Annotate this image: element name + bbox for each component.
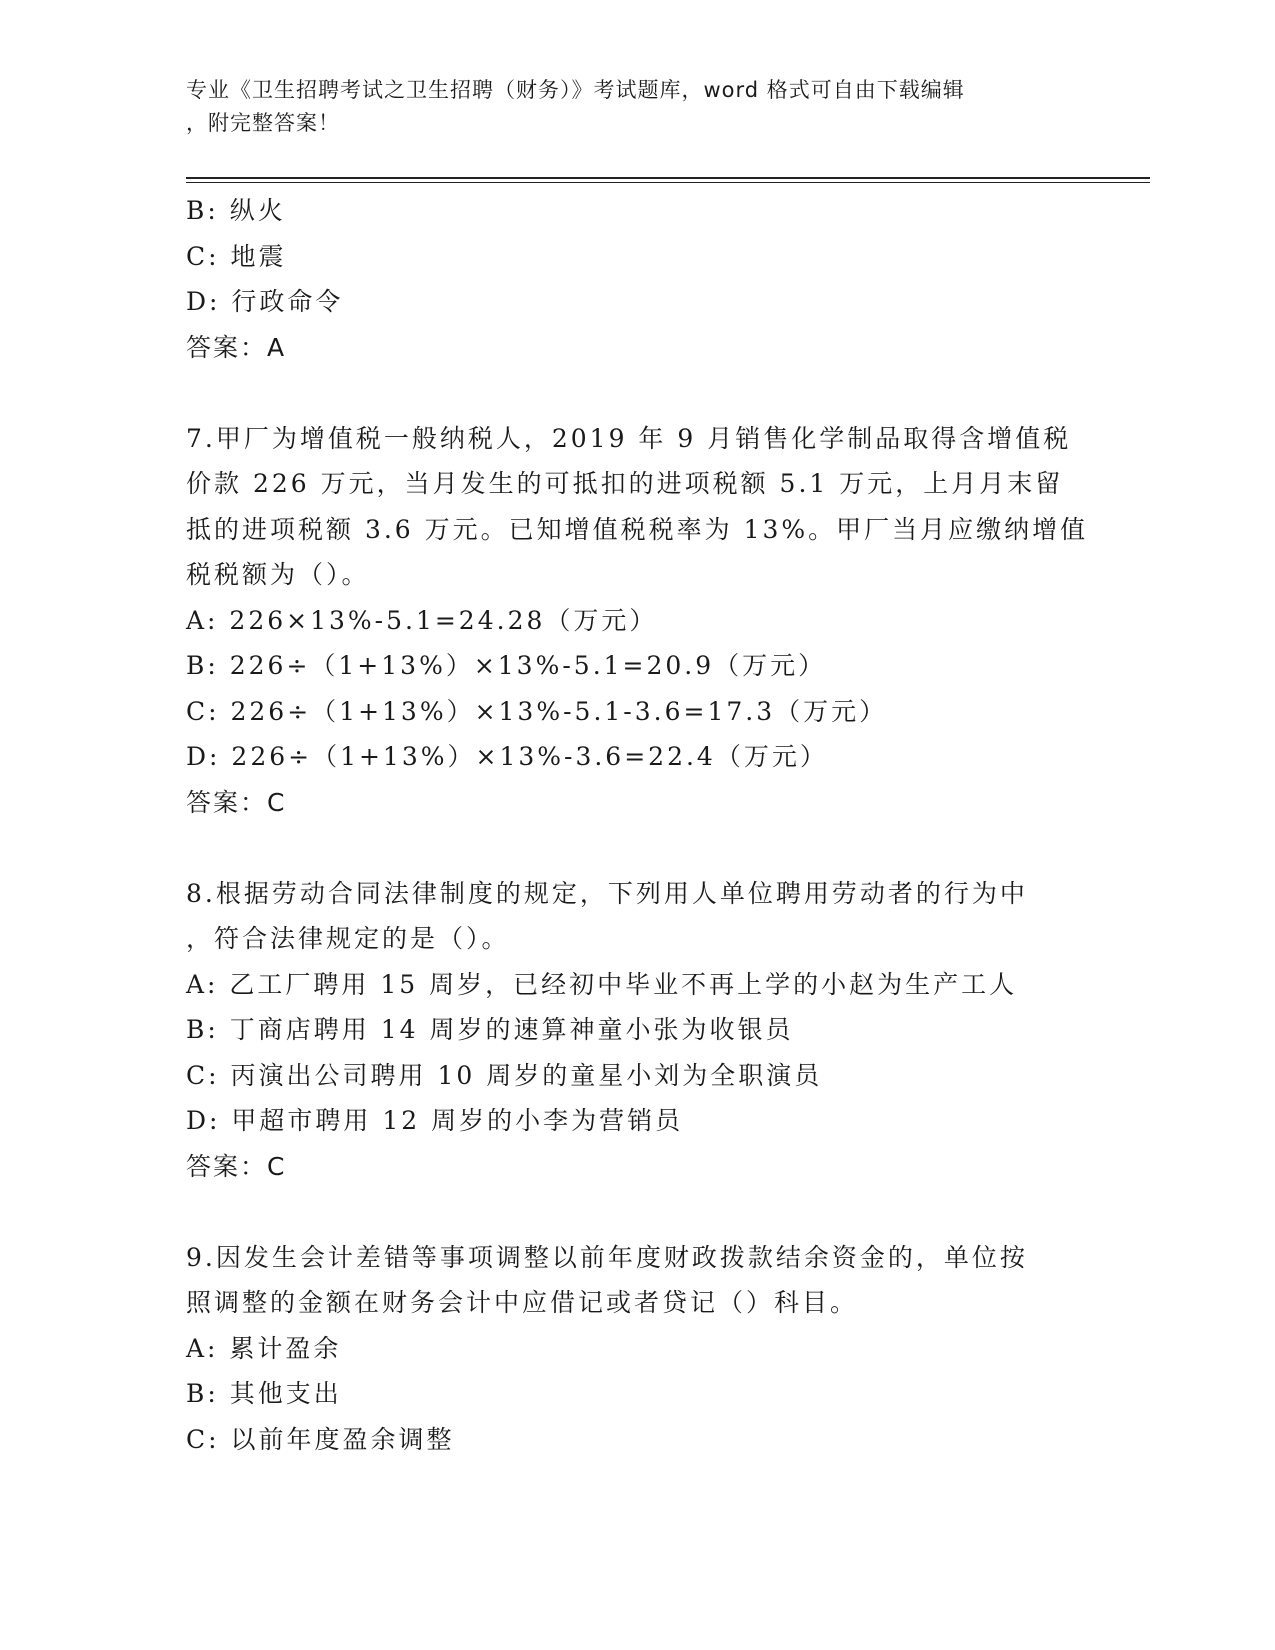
q9-stem-line-1: 9.因发生会计差错等事项调整以前年度财政拨款结余资金的，单位按 [186, 1242, 1028, 1272]
q7-stem-line-1: 7.甲厂为增值税一般纳税人，2019 年 9 月销售化学制品取得含增值税 [186, 423, 1072, 453]
question-list [186, 188, 1106, 1462]
q7-stem-line-3: 抵的进项税额 3.6 万元。已知增值税税率为 13%。甲厂当月应缴纳增值 [186, 514, 1089, 544]
q7-answer: 答案：C [186, 787, 287, 817]
q9-stem-line-2: 照调整的金额在财务会计中应借记或者贷记（）科目。 [186, 1288, 859, 1317]
header-title-line-1: 专业《卫生招聘考试之卫生招聘（财务）》考试题库，word 格式可自由下载编辑 [186, 78, 965, 102]
q6-option-d: D: 行政命令 [186, 287, 344, 316]
q9-option-b: B: 其他支出 [186, 1379, 342, 1408]
q8-stem-line-2: ，符合法律规定的是（）。 [186, 924, 510, 953]
document-header [186, 74, 1066, 140]
header-divider-thin [186, 182, 1150, 183]
q6-option-b: B: 纵火 [186, 196, 286, 225]
q7-stem-line-2: 价款 226 万元，当月发生的可抵扣的进项税额 5.1 万元，上月月末留 [186, 469, 1064, 498]
q7-option-a: A: 226×13%-5.1=24.28（万元） [186, 605, 658, 635]
question-6-continued [186, 188, 1106, 370]
question-spacer [186, 825, 1106, 871]
q9-option-a: A: 累计盈余 [186, 1333, 342, 1363]
q6-option-c: C: 地震 [186, 241, 287, 271]
q7-option-d: D: 226÷（1+13%）×13%-3.6=22.4（万元） [186, 742, 828, 771]
question-spacer [186, 370, 1106, 416]
q8-option-a: A: 乙工厂聘用 15 周岁，已经初中毕业不再上学的小赵为生产工人 [186, 969, 1018, 999]
question-8 [186, 871, 1106, 1190]
header-divider-thick [186, 177, 1150, 179]
question-spacer [186, 1189, 1106, 1235]
q7-option-c: C: 226÷（1+13%）×13%-5.1-3.6=17.3（万元） [186, 696, 888, 726]
q8-answer: 答案：C [186, 1151, 287, 1181]
q6-answer: 答案：A [186, 332, 287, 362]
q8-option-d: D: 甲超市聘用 12 周岁的小李为营销员 [186, 1106, 684, 1135]
q9-option-c: C: 以前年度盈余调整 [186, 1424, 455, 1454]
q7-option-b: B: 226÷（1+13%）×13%-5.1=20.9（万元） [186, 651, 827, 680]
question-9 [186, 1235, 1106, 1463]
q8-option-b: B: 丁商店聘用 14 周岁的速算神童小张为收银员 [186, 1015, 794, 1044]
q7-stem-line-4: 税税额为（）。 [186, 560, 370, 589]
question-7 [186, 416, 1106, 826]
header-title-line-2: ，附完整答案！ [186, 111, 340, 135]
q8-option-c: C: 丙演出公司聘用 10 周岁的童星小刘为全职演员 [186, 1060, 823, 1090]
q8-stem-line-1: 8.根据劳动合同法律制度的规定，下列用人单位聘用劳动者的行为中 [186, 878, 1028, 908]
